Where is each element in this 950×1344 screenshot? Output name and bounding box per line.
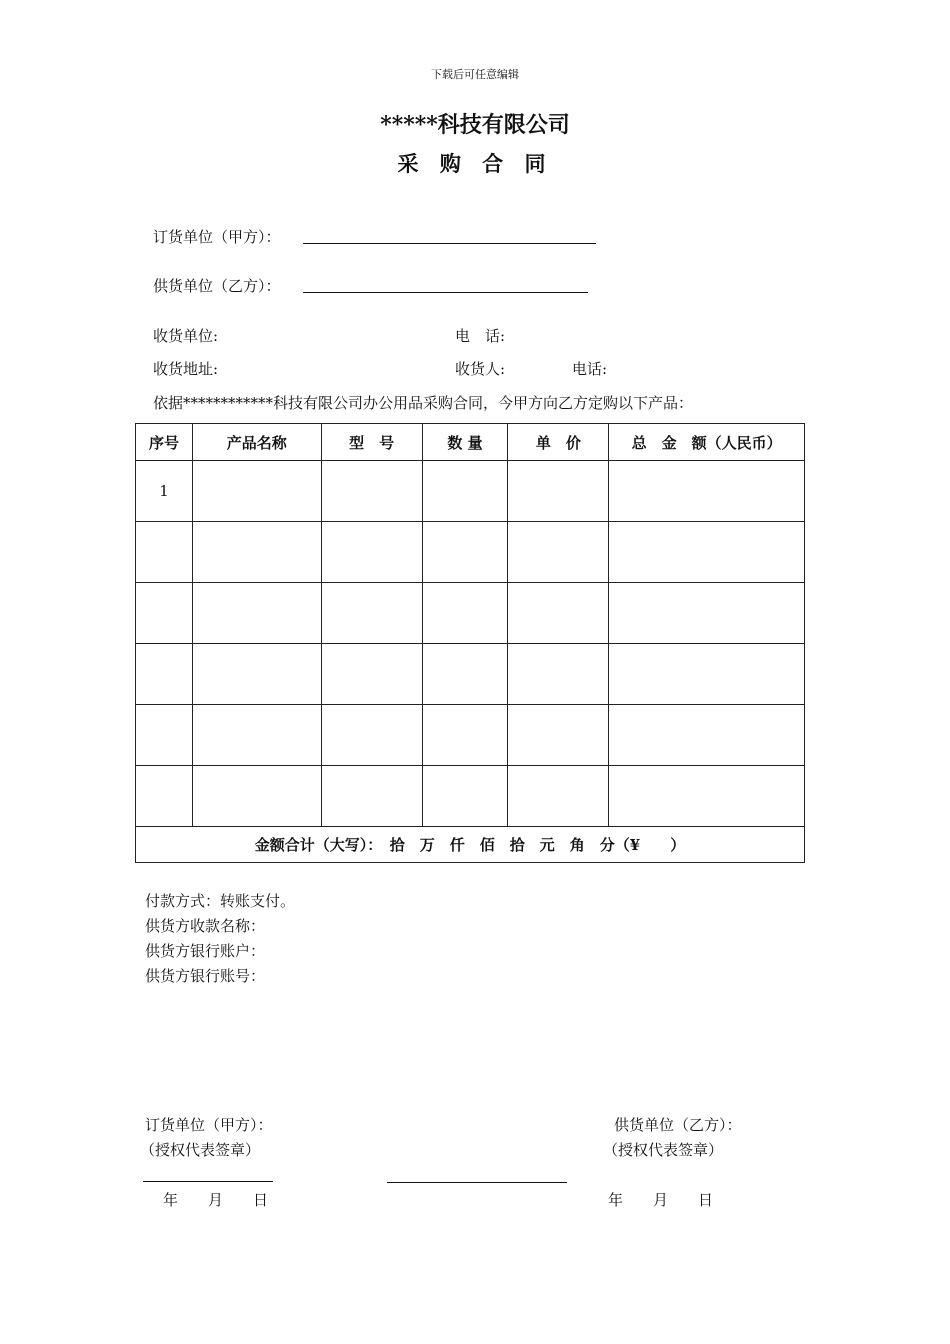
table-cell[interactable] <box>508 644 609 705</box>
table-cell[interactable] <box>422 522 508 583</box>
signature-supplier-note: （授权代表签章） <box>603 1141 724 1159</box>
table-cell[interactable] <box>192 583 321 644</box>
phone-label: 电 话: <box>455 327 506 345</box>
buyer-signature-line[interactable] <box>143 1181 273 1182</box>
receiver-phone-label: 电话: <box>572 360 608 378</box>
table-cell[interactable] <box>136 644 193 705</box>
intro-text: 依据************科技有限公司办公用品采购合同，今甲方向乙方定购以下产品： <box>153 394 694 412</box>
supplier-label: 供货单位（乙方）： <box>153 277 281 295</box>
table-cell[interactable] <box>508 461 609 522</box>
supplier-field-line[interactable] <box>303 292 588 293</box>
table-cell[interactable] <box>422 766 508 827</box>
table-cell[interactable] <box>192 522 321 583</box>
header-note: 下载后可任意编辑 <box>431 68 519 81</box>
order-table <box>135 423 805 863</box>
buyer-label: 订货单位（甲方）： <box>153 228 281 246</box>
table-cell[interactable] <box>508 522 609 583</box>
table-row <box>136 461 805 522</box>
column-header: 型 号 <box>321 424 422 461</box>
table-cell[interactable] <box>609 644 805 705</box>
column-header: 总 金 额（人民币） <box>609 424 805 461</box>
signature-buyer-note: （授权代表签章） <box>140 1141 261 1159</box>
company-title: *****科技有限公司 <box>380 112 570 138</box>
payee-name-label: 供货方收款名称： <box>145 917 266 935</box>
date-right: 年 月 日 <box>608 1191 714 1209</box>
total-amount-cell[interactable]: 金额合计（大写）： 拾 万 仟 佰 拾 元 角 分（¥ ） <box>136 827 805 863</box>
table-cell[interactable] <box>422 461 508 522</box>
date-left: 年 月 日 <box>163 1191 269 1209</box>
table-cell[interactable] <box>609 583 805 644</box>
table-header-row <box>136 424 805 461</box>
table-cell[interactable] <box>192 644 321 705</box>
table-cell[interactable] <box>422 705 508 766</box>
buyer-field-line[interactable] <box>303 243 596 244</box>
table-cell[interactable] <box>192 705 321 766</box>
table-cell[interactable] <box>508 705 609 766</box>
receiving-unit-label: 收货单位: <box>153 327 219 345</box>
total-row <box>136 827 805 863</box>
table-cell[interactable] <box>192 461 321 522</box>
table-cell[interactable] <box>609 461 805 522</box>
table-cell[interactable] <box>321 461 422 522</box>
table-row <box>136 766 805 827</box>
table-cell[interactable] <box>136 705 193 766</box>
receiver-label: 收货人: <box>455 360 506 378</box>
table-cell[interactable] <box>321 522 422 583</box>
table-cell[interactable] <box>422 644 508 705</box>
table-cell[interactable] <box>321 705 422 766</box>
signature-supplier-label: 供货单位（乙方）： <box>614 1116 742 1134</box>
signature-buyer-label: 订货单位（甲方）： <box>145 1116 273 1134</box>
bank-account-label: 供货方银行账户： <box>145 942 266 960</box>
table-cell[interactable] <box>136 522 193 583</box>
table-row <box>136 644 805 705</box>
table-row <box>136 583 805 644</box>
column-header: 产品名称 <box>192 424 321 461</box>
receiving-address-label: 收货地址: <box>153 360 219 378</box>
middle-signature-line[interactable] <box>387 1182 567 1183</box>
column-header: 序号 <box>136 424 193 461</box>
bank-number-label: 供货方银行账号： <box>145 967 266 985</box>
table-cell[interactable] <box>321 583 422 644</box>
column-header: 单 价 <box>508 424 609 461</box>
table-cell[interactable] <box>136 766 193 827</box>
table-cell[interactable] <box>609 522 805 583</box>
table-cell[interactable] <box>192 766 321 827</box>
table-cell[interactable] <box>609 766 805 827</box>
table-cell[interactable]: 1 <box>136 461 193 522</box>
table-row <box>136 705 805 766</box>
table-cell[interactable] <box>136 583 193 644</box>
table-cell[interactable] <box>508 583 609 644</box>
table-cell[interactable] <box>508 766 609 827</box>
payment-method: 付款方式：转账支付。 <box>145 892 296 910</box>
table-row <box>136 522 805 583</box>
document-title: 采 购 合 同 <box>397 151 553 176</box>
table-cell[interactable] <box>321 644 422 705</box>
table-cell[interactable] <box>609 705 805 766</box>
table-cell[interactable] <box>422 583 508 644</box>
column-header: 数 量 <box>422 424 508 461</box>
table-cell[interactable] <box>321 766 422 827</box>
